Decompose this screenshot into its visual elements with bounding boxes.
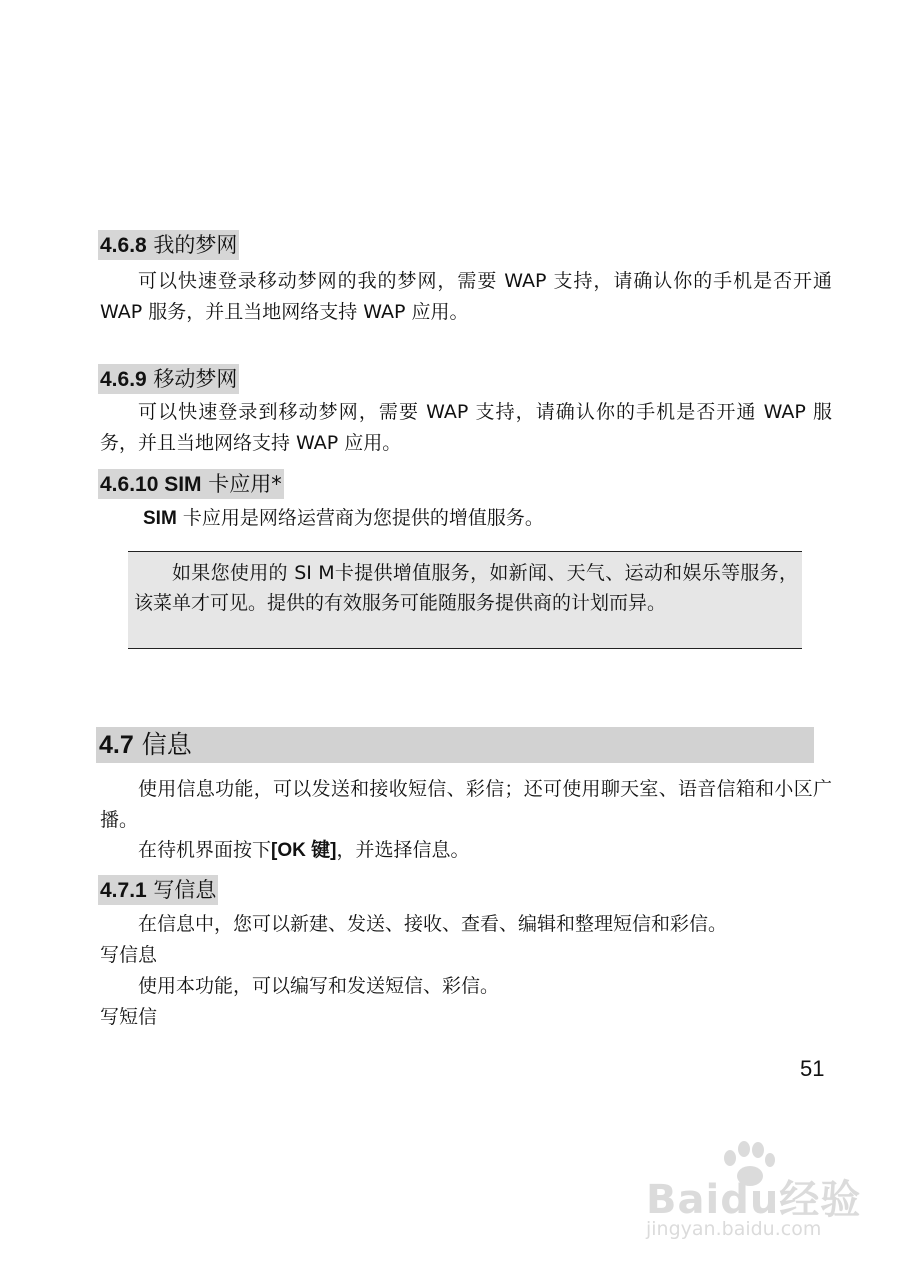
paragraph-4-6-9: 可以快速登录到移动梦网，需要 WAP 支持，请确认你的手机是否开通 WAP 服务，并且当地网络支持 WAP 应用。 <box>100 401 832 454</box>
paragraph-4-7-1: 在信息中，您可以新建、发送、接收、查看、编辑和整理短信和彩信。 <box>138 913 728 935</box>
heading-4-7-1 <box>98 875 218 905</box>
paragraph-4-7: 使用信息功能，可以发送和接收短信、彩信；还可使用聊天室、语音信箱和小区广播。 <box>100 778 832 831</box>
note-box: 如果您使用的 SI M卡提供增值服务，如新闻、天气、运动和娱乐等服务，该菜单才可见。提供的有效服务可能随服务提供商的计划而异。 <box>128 551 802 649</box>
watermark-brand: Baidu经验 <box>646 1177 862 1223</box>
heading-number: 4.7.1 <box>100 879 147 902</box>
watermark-url: jingyan.baidu.com <box>646 1218 822 1240</box>
ok-key-label: [OK 键] <box>271 840 337 861</box>
baidu-watermark <box>640 1140 870 1250</box>
heading-title: 写信息 <box>153 878 217 902</box>
heading-title: 信息 <box>141 730 192 759</box>
sim-text: 卡应用是网络运营商为您提供的增值服务。 <box>176 507 544 529</box>
heading-number: 4.6.9 <box>100 368 147 391</box>
heading-number: 4.6.8 <box>100 234 147 257</box>
heading-title: 移动梦网 <box>153 367 238 391</box>
instruction-pre: 在待机界面按下 <box>138 839 272 861</box>
paragraph-4-7-instruction <box>100 835 832 866</box>
label-write-message: 写信息 <box>100 944 158 966</box>
heading-title: 我的梦网 <box>153 233 238 257</box>
heading-4-6-10 <box>98 469 284 499</box>
heading-title: 卡应用* <box>208 472 282 496</box>
instruction-post: ，并选择信息。 <box>336 839 470 861</box>
paragraph-4-6-10 <box>100 503 832 534</box>
heading-4-6-8 <box>98 230 239 260</box>
page-number: 51 <box>800 1056 825 1081</box>
paragraph-4-6-8: 可以快速登录移动梦网的我的梦网，需要 WAP 支持，请确认你的手机是否开通 WAP 服务，并且当地网络支持 WAP 应用。 <box>100 270 832 323</box>
heading-4-6-9 <box>98 364 239 394</box>
heading-number: 4.7 <box>99 731 134 759</box>
heading-number: 4.6.10 SIM <box>100 473 202 496</box>
sim-bold: SIM <box>143 508 177 529</box>
paragraph-write-function: 使用本功能，可以编写和发送短信、彩信。 <box>138 975 500 997</box>
label-write-sms: 写短信 <box>100 1006 158 1028</box>
heading-4-7 <box>96 727 814 763</box>
